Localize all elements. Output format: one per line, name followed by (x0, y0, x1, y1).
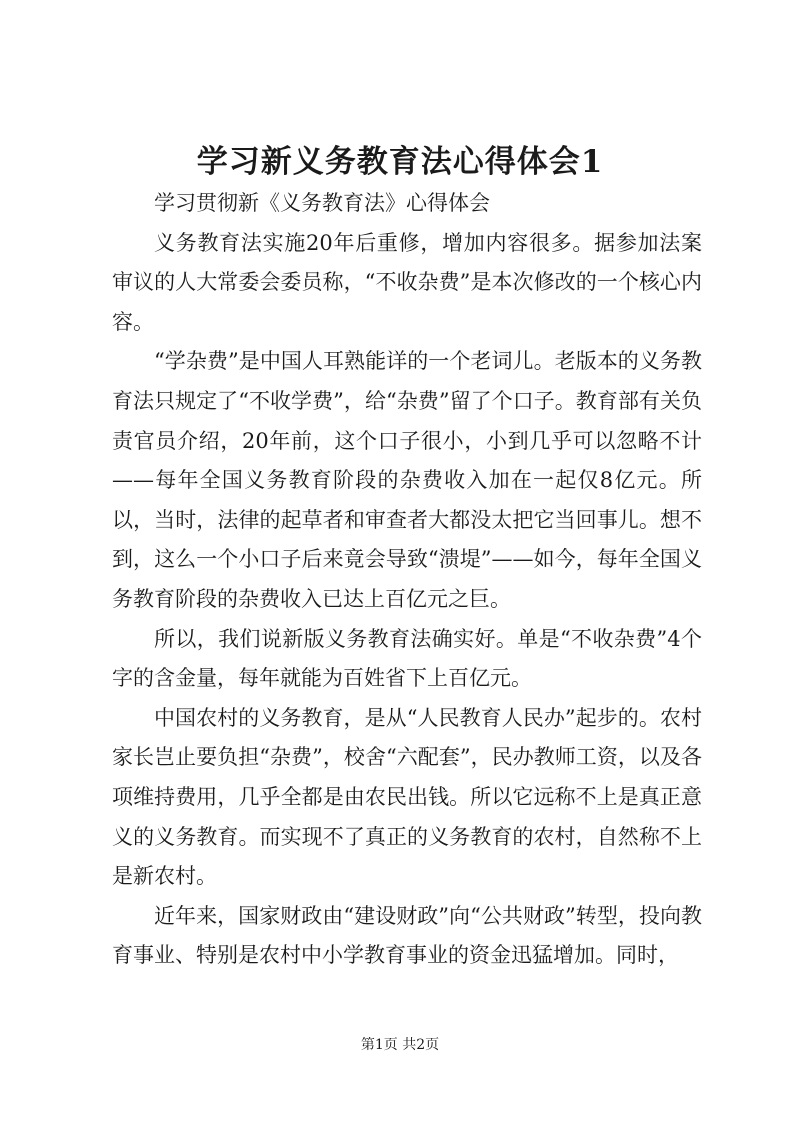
paragraph: 中国农村的义务教育，是从“人民教育人民办”起步的。农村家长岂止要负担“杂费”，校舍“六配套”，民办教师工资，以及各项维持费用，几乎全都是由农民出钱。所以它远称不上是真正意义的义务教育。而实现不了真正的义务教育的农村，自然称不上是新农村。 (112, 705, 702, 889)
document-title: 学习新义务教育法心得体会1 (196, 144, 604, 180)
paragraph: 近年来，国家财政由“建设财政”向“公共财政”转型，投向教育事业、特别是农村中小学教育事业的资金迅猛增加。同时， (112, 903, 702, 968)
paragraph-subtitle: 学习贯彻新《义务教育法》心得体会 (154, 191, 490, 215)
paragraph: “学杂费”是中国人耳熟能详的一个老词儿。老版本的义务教育法只规定了“不收学费”，给“杂费”留了个口子。教育部有关负责官员介绍，20年前，这个口子很小，小到几乎可以忽略不计——每年全国义务教育阶段的杂费收入加在一起仅8亿元。所以，当时，法律的起草者和审查者大都没太把它当回事儿。想不到，这么一个小口子后来竟会导致“溃堤”——如今，每年全国义务教育阶段的杂费收入已达上百亿元之巨。 (112, 349, 702, 611)
page-footer: 第1页 共2页 (360, 1037, 440, 1053)
paragraph: 义务教育法实施20年后重修，增加内容很多。据参加法案审议的人大常委会委员称，“不收杂费”是本次修改的一个核心内容。 (112, 230, 702, 334)
document-body (112, 184, 702, 976)
paragraph: 所以，我们说新版义务教育法确实好。单是“不收杂费”4个字的含金量，每年就能为百姓省下上百亿元。 (112, 626, 702, 691)
